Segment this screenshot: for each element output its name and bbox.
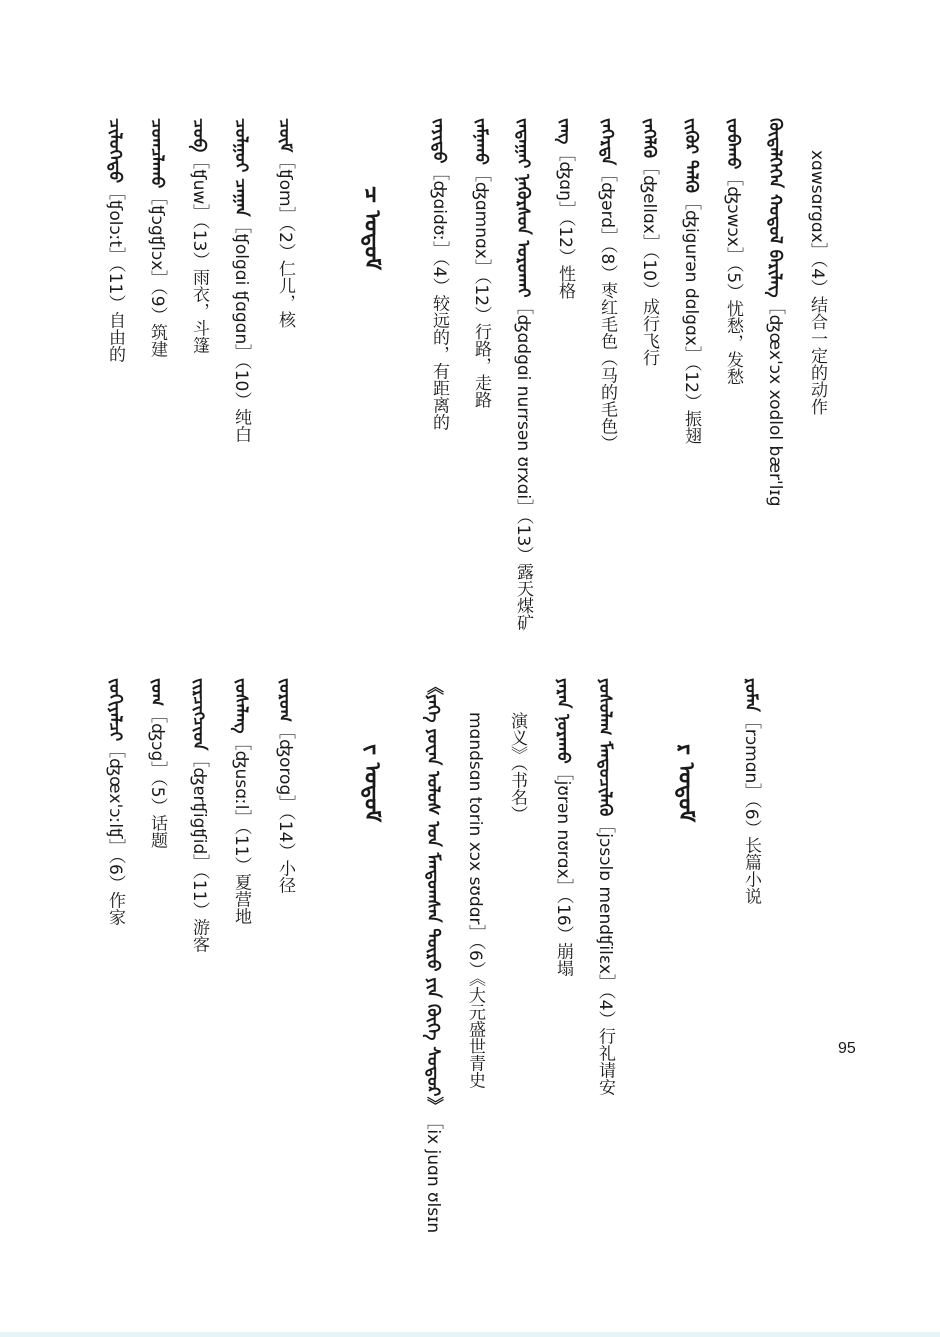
ipa: mɑndsɑn torin xɔx sʊdɑr］ — [465, 712, 485, 942]
entry-column — [232, 118, 249, 442]
number: （13） — [189, 221, 209, 269]
entry-column — [808, 150, 825, 415]
number: （16） — [553, 895, 573, 943]
mongolian-word: ᠵᠢᠭᠦᠷ ᠳᠡᠯᠬᠦ — [681, 118, 701, 193]
mongolian-word: ᠵᠤᠰᠠᠯᠠᠩ — [231, 678, 251, 734]
mongolian-word: ᠵᠠᠩ — [555, 118, 575, 145]
mongolian-word: ᠵᠣᠭ — [147, 678, 167, 707]
page-bottom-strip — [0, 1332, 940, 1337]
ipa: ［ʤœx'ɔx xodlol bær'lɪg — [765, 297, 785, 507]
meaning: 枣红毛色（马的毛色） — [597, 281, 617, 452]
entry-column — [766, 118, 783, 507]
section-header: ᠴ ᠤᠳᠤᠮ — [359, 186, 384, 271]
number: （4） — [429, 257, 449, 295]
number: （11） — [189, 871, 209, 919]
section-header: ᠵ ᠤᠳᠤᠮ — [359, 744, 384, 823]
mongolian-word: ᠴᠣᠯᠭᠣᠢ ᠴᠠᠭᠠᠨ — [231, 118, 251, 217]
meaning: 较远的，有距离的 — [429, 294, 449, 431]
number: （10） — [231, 361, 251, 409]
entry-column — [514, 118, 531, 631]
number: （5） — [723, 263, 743, 301]
meaning: 话题 — [147, 814, 167, 849]
entry-column — [472, 118, 489, 408]
number: （2） — [275, 223, 295, 260]
meaning: 小径 — [275, 859, 295, 894]
mongolian-word: ᠵᠡᠭᠡᠯᠬᠦ — [639, 118, 659, 159]
number: （5） — [147, 778, 167, 815]
mongolian-word: ᠴᠢᠯᠦᠭᠡᠲᠦ — [105, 118, 125, 183]
mongolian-word: ᠵᠠᠶᠢᠳᠤ — [429, 118, 449, 164]
mongolian-word: ᠵᠢᠷᠴᠢᠭᠴᠢᠳ — [189, 678, 209, 751]
ipa: ［ʤɐrʧigʧid］ — [189, 750, 209, 872]
meaning: 仁儿，核 — [275, 259, 295, 328]
entry-column — [742, 678, 759, 905]
ipa: ［ʤɑŋ］ — [555, 144, 575, 218]
meaning: 雨衣，斗篷 — [189, 268, 209, 354]
meaning: 行路，走路 — [471, 323, 491, 409]
number: （书名） — [507, 763, 527, 823]
number: （6） — [465, 941, 485, 978]
mongolian-word: ᠷᠣᠮᠠᠨ — [741, 678, 761, 712]
ipa: ［ʧom］ — [275, 152, 295, 224]
meaning: 忧愁，发愁 — [723, 300, 743, 386]
entry-column — [148, 678, 165, 849]
entry-column — [190, 678, 207, 952]
ipa: ［ʧolgɑi ʧɑgɑn］ — [231, 216, 251, 362]
entry-column — [106, 678, 123, 926]
ipa: ［rɔmɑn］ — [741, 711, 761, 801]
entry-column — [554, 678, 571, 977]
meaning: 长篇小说 — [741, 836, 761, 905]
ipa: ［ix juɑn ʊlsɪn — [423, 1112, 443, 1234]
number: （14） — [275, 812, 295, 860]
mongolian-word: ᠴᠤᠪ — [189, 118, 209, 153]
mongolian-word: ᠵᠠᠳᠠᠭᠠᠢ ᠨᠡᠭᠦᠷᠰᠦᠨ ᠤᠷᠤᠬᠠᠢ — [513, 118, 533, 298]
ipa: ［ʧolɔːt］ — [105, 183, 125, 265]
entry-column — [276, 118, 293, 328]
ipa: ［ʤellɑx］ — [639, 158, 659, 251]
meaning: 纯白 — [231, 408, 251, 443]
ipa: ［jʊrən nʊrɑx］ — [553, 763, 573, 896]
ipa: ［ʤɔwɔx］ — [723, 169, 743, 264]
ipa: ［ʤɑidʊː］ — [429, 163, 449, 258]
entry-column — [556, 118, 573, 299]
number: （13） — [513, 516, 533, 564]
number: （11） — [105, 264, 125, 312]
meaning: 结合一定的动作 — [807, 296, 827, 416]
number: （12） — [681, 362, 701, 410]
entry-column — [148, 118, 165, 358]
ipa: ［ʤœx'ɔːlʧ］ — [105, 741, 125, 856]
meaning: 游客 — [189, 918, 209, 953]
ipa: ［ʤɑdgɑi nurrsən ʊrxɑi］ — [513, 297, 533, 517]
ipa: ［ʤərd］ — [597, 165, 617, 246]
mongolian-word: ᠴᠥᠮ — [275, 118, 295, 153]
mongolian-word: ᠬᠦᠳᠡᠯᠭᠡᠭᠡᠨ ᠬᠣᠳᠣᠯ ᠪᠡᠷᠢᠯᠡᠭ — [765, 118, 785, 298]
meaning: 自由的 — [105, 311, 125, 363]
mongolian-word: ᠶᠣᠰᠣᠯᠠᠭ ᠮᠡᠨᠳᠦᠴᠢᠯᠡᠬᠦ — [595, 678, 615, 817]
number: （12） — [471, 275, 491, 324]
number: （12） — [555, 217, 575, 265]
entry-column — [232, 678, 249, 925]
meaning: 《大元盛世青史 — [465, 977, 485, 1089]
ipa: ［jɔsɔlɒ mendʧilɛx］ — [595, 816, 615, 992]
entry-column — [466, 712, 483, 1088]
ipa: xɑwsɑrgɑx］ — [807, 150, 827, 260]
mongolian-word: ᠵᠡᠭᠡᠷᠳᠡ — [597, 118, 617, 166]
number: （10） — [639, 250, 659, 298]
entry-column — [276, 678, 293, 893]
number: （4） — [595, 991, 615, 1028]
entry-column — [106, 118, 123, 362]
ipa: 演义》 — [507, 712, 527, 763]
entry-column — [598, 118, 615, 451]
entry-column — [190, 118, 207, 353]
entry-column — [596, 678, 613, 1095]
page-number: 95 — [838, 1040, 856, 1057]
ipa: ［ʤigurən dɑlgɑx］ — [681, 192, 701, 363]
entry-column — [508, 712, 525, 823]
meaning: 行礼请安 — [595, 1027, 615, 1096]
ipa: ［ʤɑmnɑx］ — [471, 164, 491, 276]
number: （4） — [807, 259, 827, 297]
ipa: ［ʤɔg］ — [147, 706, 167, 779]
ipa: ［ʤusɑːl］ — [231, 733, 251, 827]
mongolian-word: ᠴᠣᠭᠴᠯᠠᠬᠤ — [147, 118, 167, 189]
ipa: ［ʧuw］ — [189, 152, 209, 222]
meaning: 成行飞行 — [639, 297, 659, 366]
entry-column — [682, 118, 699, 444]
mongolian-word: ᠵᠠᠮᠨᠠᠬᠤ — [471, 118, 491, 165]
ipa: ［ʧɔgʧlɔx］ — [147, 188, 167, 288]
entry-column — [724, 118, 741, 385]
meaning: 崩塌 — [553, 942, 573, 977]
entry-column — [640, 118, 657, 366]
meaning: 性格 — [555, 265, 575, 299]
entry-column — [424, 678, 441, 1233]
meaning: 作家 — [105, 891, 125, 926]
mongolian-word: ᠵᠣᠷᠣᠭ — [275, 678, 295, 723]
meaning: 露天煤矿 — [513, 563, 533, 632]
meaning: 夏营地 — [231, 873, 251, 925]
number: （11） — [231, 826, 251, 874]
mongolian-word: ᠶᠡᠷᠠᠨ ᠨᠤᠷᠠᠬᠤ — [553, 678, 573, 764]
number: （6） — [105, 855, 125, 892]
number: （9） — [147, 287, 167, 324]
number: （6） — [741, 800, 761, 837]
mongolian-word: ᠵᠣᠪᠠᠬᠤ — [723, 118, 743, 170]
ipa: ［ʤorog］ — [275, 722, 295, 813]
number: （8） — [597, 245, 617, 282]
entry-column — [430, 118, 447, 430]
mongolian-word: ᠵᠣᠬᠢᠶᠠᠯᠴᠢ — [105, 678, 125, 742]
meaning: 筑建 — [147, 323, 167, 358]
meaning: 振翅 — [681, 409, 701, 444]
mongolian-word: 《ᠶᠡᠬᠡ ᠶᠤᠸᠠᠨ ᠤᠯᠤᠰ ᠤᠨ ᠮᠠᠨᠳᠤᠭᠰᠠᠨ ᠲᠥᠷᠦ ᠶᠢᠨ ᠬᠥᠬᠡ ᠰᠤᠳᠤᠷ》 — [423, 678, 443, 1113]
section-header: ᠷ ᠤᠳᠤᠮ — [673, 744, 698, 823]
